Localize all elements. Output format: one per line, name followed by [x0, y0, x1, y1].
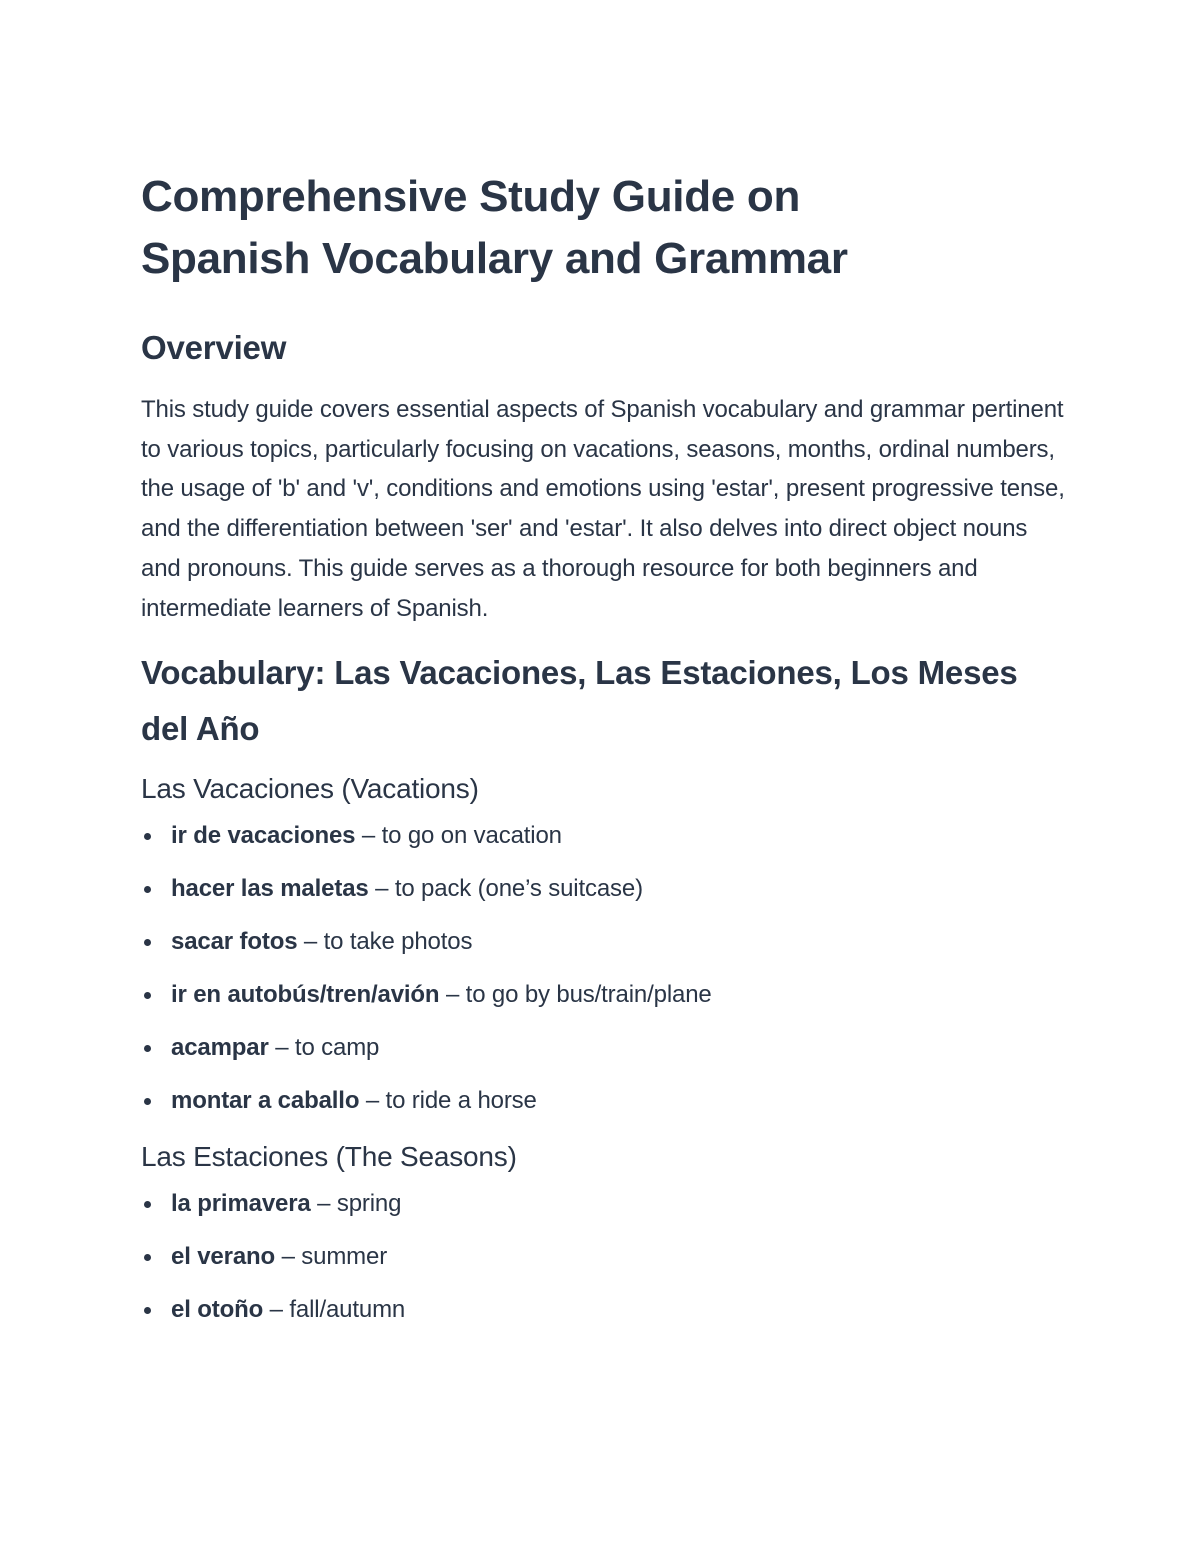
vocab-term: ir de vacaciones: [171, 822, 356, 850]
vocabulary-heading: Vocabulary: Las Vacaciones, Las Estaciones, Los Meses del Año: [141, 654, 1018, 748]
vacations-subheading: Las Vacaciones (Vacations): [141, 773, 479, 805]
vocab-term: montar a caballo: [171, 1087, 360, 1115]
vocab-definition: – fall/autumn: [263, 1296, 406, 1324]
list-item: [141, 925, 1071, 959]
list-item: [141, 872, 1071, 906]
vocab-term: acampar: [171, 1034, 269, 1062]
vocab-definition: – to camp: [268, 1034, 380, 1062]
list-item: [141, 819, 1071, 853]
vocab-definition: – to ride a horse: [359, 1087, 537, 1115]
vocab-term: hacer las maletas: [171, 875, 369, 903]
document-page: [141, 166, 1071, 1346]
document-title: Comprehensive Study Guide on Spanish Vocabulary and Grammar: [141, 172, 848, 283]
overview-paragraph: This study guide covers essential aspects of Spanish vocabulary and grammar pertinent to various topics, particularly focusing on vacations, seasons, months, ordinal numbers, the usage of 'b' and 'v', conditions and emotions using 'estar', present progressive tense, and the differentiation between 'ser' and 'estar'. It also delves into direct object nouns and pronouns. This guide serves as a thorough resource for both beginners and intermediate learners of Spanish.: [141, 396, 1065, 622]
vocab-term: el verano: [171, 1243, 276, 1271]
vocab-definition: – to take photos: [297, 928, 473, 956]
vocab-definition: – summer: [275, 1243, 388, 1271]
list-item: [141, 1187, 1071, 1221]
list-item: [141, 1031, 1071, 1065]
list-item: [141, 1240, 1071, 1274]
vacations-list: [141, 819, 1071, 1118]
list-item: [141, 978, 1071, 1012]
seasons-list: [141, 1187, 1071, 1327]
list-item: [141, 1084, 1071, 1118]
vocab-term: ir en autobús/tren/avión: [171, 981, 440, 1009]
vocab-definition: – to go on vacation: [355, 822, 562, 850]
vocab-term: la primavera: [171, 1190, 311, 1218]
vocab-definition: – to go by bus/train/plane: [439, 981, 712, 1009]
overview-heading: Overview: [141, 329, 287, 366]
vocab-term: el otoño: [171, 1296, 264, 1324]
vocab-definition: – spring: [310, 1190, 402, 1218]
vocab-term: sacar fotos: [171, 928, 298, 956]
vocab-definition: – to pack (one’s suitcase): [368, 875, 643, 903]
list-item: [141, 1293, 1071, 1327]
seasons-subheading: Las Estaciones (The Seasons): [141, 1141, 517, 1173]
